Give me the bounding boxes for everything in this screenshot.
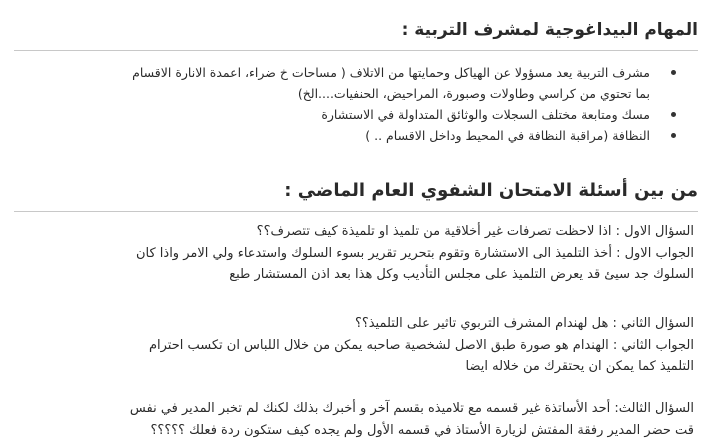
- bullet-icon: [671, 133, 676, 138]
- question-block-3: [16, 398, 694, 441]
- list-item: [24, 62, 676, 104]
- list-item-text: بما تحتوي من كراسي وطاولات وصبورة، المراحيض، الحنفيات....الخ): [297, 86, 650, 101]
- list-item: [24, 125, 676, 146]
- divider: [14, 211, 698, 212]
- section-heading-pedagogical-tasks: المهام البيداغوجية لمشرف التربية :: [401, 20, 698, 40]
- question-answer-block-2: [16, 313, 694, 378]
- answer-text: التلميذ كما يمكن ان يحتقرك من خلاله ايضا: [465, 359, 694, 374]
- bullet-icon: [671, 112, 676, 117]
- question-text: السؤال الاول : اذا لاحظت تصرفات غير أخلاقية من تلميذ او تلميذة كيف تتصرف؟؟: [256, 224, 694, 239]
- tasks-bullet-list: [24, 62, 676, 146]
- list-item-text: مشرف التربية يعد مسؤولا عن الهياكل وحمايتها من الاتلاف ( مساحات خ ضراء، اعمدة الانارة الاقسام: [132, 65, 650, 80]
- question-text: قت حضر المدير رفقة المفتش لزيارة الأستاذ في قسمه الأول ولم يجده كيف ستكون ردة فعلك ؟؟؟؟؟: [150, 422, 694, 438]
- bullet-icon: [671, 70, 676, 75]
- answer-text: الجواب الاول : أخذ التلميذ الى الاستشارة وتقوم بتحرير تقرير بسوء السلوك واستدعاء ولي الامر واذا كان: [135, 245, 694, 261]
- list-item: [24, 104, 676, 125]
- list-item-text: مسك ومتابعة مختلف السجلات والوثائق المتداولة في الاستشارة: [321, 107, 650, 122]
- section-heading-oral-exam-questions: من بين أسئلة الامتحان الشفوي العام الماضي :: [284, 180, 698, 201]
- question-text: السؤال الثالث: أحد الأساتذة غير قسمه مع تلاميذه بقسم آخر و أخبرك بذلك لكنك لم تخبر المدير في نفس: [129, 401, 694, 416]
- divider: [14, 50, 698, 51]
- answer-text: الجواب الثاني : الهندام هو صورة طبق الاصل لشخصية صاحبه يمكن من خلال اللباس ان تكسب احترام: [148, 337, 694, 353]
- list-item-text: النظافة (مراقبة النظافة في المحيط وداخل الاقسام .. ): [365, 128, 650, 143]
- answer-text: السلوك جد سيئ قد يعرض التلميذ على مجلس التأديب وكل هذا بعد اذن المستشار طبع: [229, 267, 694, 282]
- question-answer-block-1: [16, 221, 694, 286]
- question-text: السؤال الثاني : هل لهندام المشرف التربوي تاثير على التلميذ؟؟: [354, 316, 694, 331]
